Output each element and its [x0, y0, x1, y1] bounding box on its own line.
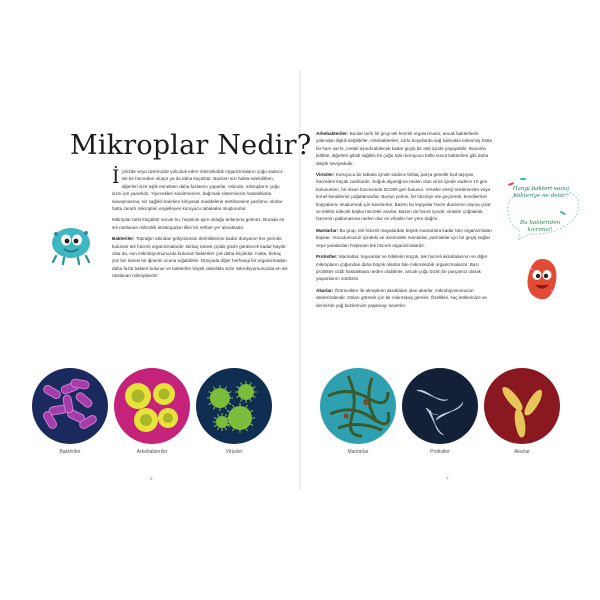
microbe-circle-1 — [30, 366, 110, 446]
microbe-label-3: Virüsler — [225, 449, 243, 455]
page-title: Mikroplar Nedir? — [70, 130, 312, 161]
bakteriler-text: Toprağın altından gökyüzünün derinliklerine kadar dünyanın her yerinde bulunan tek hücreli organizmalardır. Birkaç tanesi çıplak gözle görülecek kadar büyük olsa da, son mikrobiyomunuzda bulunan bakteriler çok daha küçüktür. Hatta, birkaç yüz bin tanesi bir iğnenin ucuna sığabilirler. Dünyada diğer herhangi bir organizmadan daha fazla bakteri bulunur ve bakteriler büyük olasılıkla sizin mikrobiyomunuzda en sık rastlanan mikroplardır! — [112, 236, 288, 279]
page-number-right: 7 — [446, 476, 449, 481]
microbe-circle-5 — [400, 366, 480, 446]
arke-heading: Arkebakteriler: — [316, 131, 349, 136]
microbe-circle-3 — [194, 366, 274, 446]
microbe-label-4: Mantarlar — [347, 449, 369, 455]
left-column-text — [112, 168, 288, 284]
speech-bubble-answer: Bu bakteriden kıvrımız! — [519, 220, 561, 233]
virus-heading: Virüsler: — [316, 172, 335, 178]
protist-text: Mantarlar, hayvanlar ve bitkilerin küçük, tek hücreli akrabalarının ve diğer mikropların çoğundan daha büyük olanlar bile mikroskobik organizmalardır. Bazı protistler ciddi hastalıklara neden olabilirler, ancak çoğu bizim bir parçamız olarak yaşamlarını sürdürür. — [316, 254, 488, 282]
akar-heading: Akarlar: — [316, 287, 334, 293]
right-column-text — [316, 130, 493, 313]
red-microbe-illustration — [522, 255, 562, 305]
bakteriler-heading: Bakteriler: — [112, 236, 135, 242]
microbe-circle-6 — [482, 366, 562, 446]
microbe-label-2: Arkebakteriler — [136, 449, 168, 455]
arke-text: Bunlar tarih bir grup tek hücreli organizmadır, ancak bakterilerle yakından ilişkili değildirler. Arkebakteriler, zorlu koşullarda sağ kalmakla ünlenmiş hatta bir harv var ki, metali aşındırabilecek kadar güçlü bir asit içinde yaşayabilir. Bununla birlikte, diğerleri gibidi sağlıklı bir çoğu sizin koruyucu böllü vücut bakterileri gibi daha düşük seviyededir. — [316, 131, 492, 166]
decorative-dash — [520, 178, 526, 180]
green-microbe-illustration — [46, 218, 96, 268]
microbe-circle-4 — [318, 366, 398, 446]
microbe-label-5: Protistler — [430, 449, 450, 455]
protist-heading: Protistler: — [316, 254, 338, 260]
page-number-left: 6 — [150, 476, 153, 481]
speech-bubble-question: Hangi bakteri varsa bakteriye ne denir? — [512, 186, 570, 199]
microbe-label-6: Akarlar — [514, 449, 530, 455]
dropcap: İ — [112, 166, 120, 188]
akar-text: Örümcekler ile akreplerin akrabaları olan akarlar, mikrobiyomunuzun devlerindendir. Onları görmek için bir mikroskop gerekir. Özellikle, saç köklerinize ve derinizde yağ bezlerinize yaşamayı severler. — [316, 287, 487, 308]
intro-paragraph: çinizde veya üzerinizde yolculuk eden mikroskobik organizmaların çoğu sadece tek bir hücreden oluşur ya da daha küçüktür. Bazıları sizi hasta edebilirken, diğerleri size eşlik etmekten daha fazlasını yaparlar. Aslında, mikropların çoğu sizin için yararlıdır. Yiyecekleri sindirmenize, bağırsak sisteminizin hastalıklarla savaşmasına, siz sağlıklı kalırken kimyasal maddelerin üretilmesine yardımcı olurlar hatta zararlı mikropları engelleyen koruyucu tabakalar oluştururlar. — [112, 169, 283, 212]
microbe-circle-2 — [112, 366, 192, 446]
mantar-text: Bu grup, tek hücreli mayalardan büyük mantarlara kadar tüm organizmaları kapsar. Vücudumuzun içindeki ve üzerindeki mantarlar, parmaklar için bir geçiş sağlar veya yaralardan hoşlanan tek hücreli organizmalardır. — [316, 227, 492, 248]
microbe-label-1: Bakteriler — [59, 449, 81, 455]
mantar-heading: Mantarlar: — [316, 227, 339, 233]
virus-text: Koruyucu bir tabaka içinde sadece birkaç parça genetik kod taşıyan, hücreden küçük canlılardır. Soğuk algınlığına neden olan virüs içinde sadece 10 gen bulunurken, bir insan hücresinde 20.000 gen bulunur. Virüsler enerji üretemezler veya temel kendilerini çoğaltamazlar. Bunun yerine, bir hücreye ele geçirerek, kendilerinin kopyalarını oluşturmak için kandırırlar. Bazen bu kopyalar hücre duvarının dışına çıkar ve tetiktir edecek başka hücreler ararlar. Bazen de hücre içinde; virüsler çoğalarak hücrenin patlamasına neden olur ve virüsler her yere dağılır. — [316, 172, 491, 222]
guide-paragraph: Mikroplar türlü küçüktür ancak bu, hepsinin aynı olduğu anlamına gelmez. Burada en sık rastlanan mikrobik etoskopuları ilkin bir rehber yer almaktadır. — [112, 217, 285, 230]
